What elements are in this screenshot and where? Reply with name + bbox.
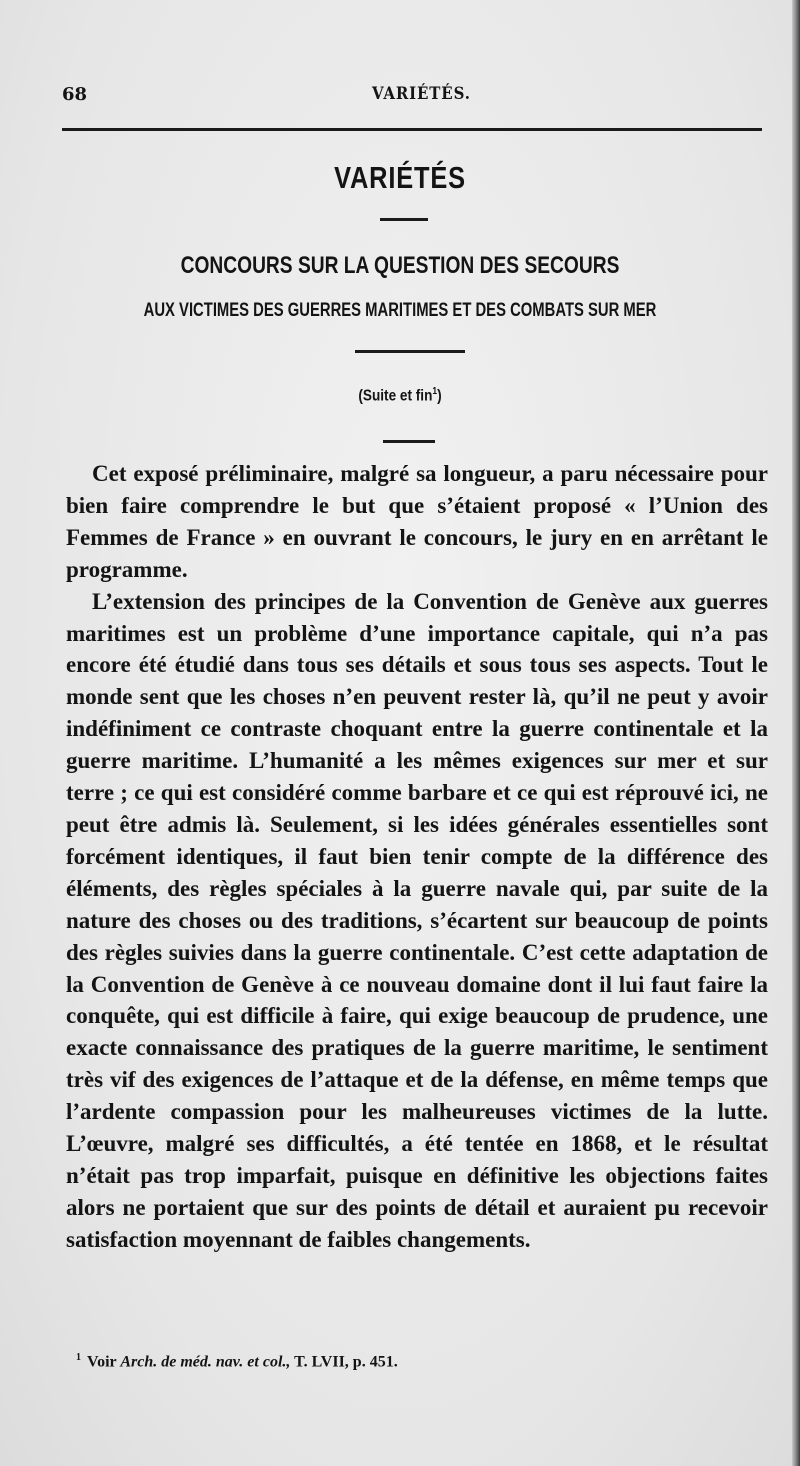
running-header [62, 84, 762, 110]
article-title-line-2: AUX VICTIMES DES GUERRES MARITIMES ET DES COMBATS SUR MER [143, 300, 657, 321]
section-title: VARIÉTÉS [334, 160, 466, 195]
continuation-close: ) [437, 387, 442, 405]
page-number: 68 [62, 84, 88, 105]
footnote-reference-text: T. LVII, p. 451. [294, 1353, 398, 1371]
divider-rule [355, 350, 465, 353]
footnote [76, 1352, 766, 1371]
continuation-text: (Suite et fin [358, 387, 433, 405]
footnote-marker: 1 [76, 1352, 81, 1363]
paragraph: Cet exposé préliminaire, malgré sa longueur, a paru nécessaire pour bien faire comprendre le but que s’étaient proposé « l’Union des Femmes de France » en ouvrant le concours, le jury en en arrêtant le programme. [66, 461, 768, 582]
running-title: VARIÉTÉS. [372, 84, 471, 104]
footnote-source: Arch. de méd. nav. et col., [120, 1353, 291, 1371]
article-title-line-1: CONCOURS SUR LA QUESTION DES SECOURS [180, 252, 620, 279]
paragraph: L’extension des principes de la Convention de Genève aux guerres maritimes est un problème d’une importance capitale, qui n’a pas encore été étudié dans tous ses détails et sous tous ses aspects. Tout le monde sent que les choses n’en peuvent rester là, qu’il ne peut y avoir indéfiniment ce contraste choquant entre la guerre continentale et la guerre maritime. L’humanité a les mêmes exigences sur mer et sur terre ; ce qui est considéré comme barbare et ce qui est réprouvé ici, ne peut être admis là. Seulement, si les idées générales essentielles sont forcément identiques, il faut bien tenir compte de la différence des éléments, des règles spéciales à la guerre navale qui, par suite de la nature des choses ou des traditions, s’écartent sur beaucoup de points des règles suivies dans la guerre continentale. C’est cette adaptation de la Convention de Genève à ce nouveau domaine dont il lui faut faire la conquête, qui est difficile à faire, qui exige beaucoup de prudence, une exacte connaissance des pratiques de la guerre maritime, le sentiment très vif des exigences de l’attaque et de la défense, en même temps que l’ardente compassion pour les malheureuses victimes de la lutte. L’œuvre, malgré ses difficultés, a été tentée en 1868, et le résultat n’était pas trop imparfait, puisque en définitive les objections faites alors ne portaient que sur des points de détail et auraient pu recevoir satisfaction moyennant de faibles changements. [66, 588, 768, 1252]
divider-rule [383, 440, 435, 443]
footnote-prefix: Voir [87, 1353, 117, 1371]
article-body [66, 458, 768, 1256]
footnote-reference: 1 [432, 386, 438, 397]
divider-rule [380, 218, 428, 221]
header-rule [62, 128, 762, 131]
continuation-note [60, 386, 740, 405]
page-edge-shadow [792, 0, 800, 1466]
